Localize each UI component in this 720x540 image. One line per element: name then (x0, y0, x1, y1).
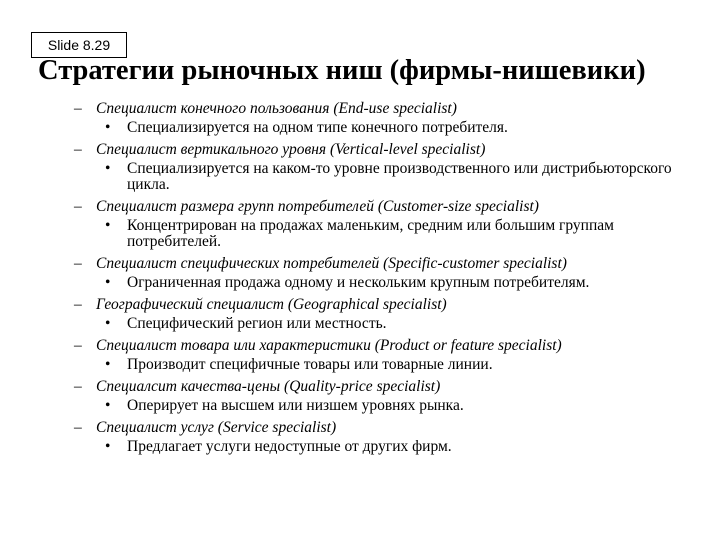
strategy-list (74, 100, 694, 455)
bullet-marker: • (105, 217, 111, 234)
strategy-detail (105, 118, 694, 136)
bullet-marker: • (105, 119, 111, 136)
strategy-detail (105, 273, 694, 291)
strategy-title: Специалист конечного пользования (End-use specialist) (96, 100, 457, 117)
strategy-item-specific-customer (74, 255, 694, 291)
bullet-marker: • (105, 438, 111, 455)
strategy-detail-text: Специализируется на одном типе конечного потребителя. (127, 119, 508, 136)
dash-marker: – (74, 337, 82, 354)
slide-number-badge: Slide 8.29 (31, 32, 127, 58)
strategy-detail (105, 396, 694, 414)
bullet-marker: • (105, 160, 111, 177)
dash-marker: – (74, 198, 82, 215)
strategy-item-vertical-level (74, 141, 694, 193)
strategy-detail (105, 437, 694, 455)
strategy-detail-text: Специализируется на каком-то уровне производственного или дистрибьюторского цикла. (127, 160, 672, 193)
strategy-detail (105, 159, 694, 193)
dash-marker: – (74, 255, 82, 272)
strategy-title: Специалист вертикального уровня (Vertical-level specialist) (96, 141, 486, 158)
strategy-item-geographical (74, 296, 694, 332)
strategy-item-end-use (74, 100, 694, 136)
strategy-detail-text: Оперирует на высшем или низшем уровнях рынка. (127, 397, 464, 414)
strategy-item-customer-size (74, 198, 694, 250)
strategy-title: Специалист специфических потребителей (Specific-customer specialist) (96, 255, 567, 272)
strategy-title: Географический специалист (Geographical specialist) (96, 296, 447, 313)
strategy-title: Специалист услуг (Service specialist) (96, 419, 337, 436)
strategy-title: Специалист товара или характеристики (Product or feature specialist) (96, 337, 562, 354)
strategy-detail-text: Предлагает услуги недоступные от других фирм. (127, 438, 452, 455)
strategy-detail (105, 355, 694, 373)
dash-marker: – (74, 419, 82, 436)
dash-marker: – (74, 141, 82, 158)
slide-title: Стратегии рыночных ниш (фирмы-нишевики) (38, 55, 646, 86)
strategy-detail-text: Производит специфичные товары или товарные линии. (127, 356, 493, 373)
strategy-item-product-feature (74, 337, 694, 373)
strategy-detail-text: Специфический регион или местность. (127, 315, 387, 332)
strategy-title: Специалсит качества-цены (Quality-price specialist) (96, 378, 441, 395)
strategy-detail-text: Концентрирован на продажах маленьким, средним или большим группам потребителей. (127, 217, 614, 250)
strategy-detail-text: Ограниченная продажа одному и нескольким крупным потребителям. (127, 274, 590, 291)
dash-marker: – (74, 378, 82, 395)
dash-marker: – (74, 100, 82, 117)
bullet-marker: • (105, 397, 111, 414)
strategy-item-quality-price (74, 378, 694, 414)
bullet-marker: • (105, 356, 111, 373)
bullet-marker: • (105, 315, 111, 332)
strategy-item-service (74, 419, 694, 455)
strategy-title: Специалист размера групп потребителей (Customer-size specialist) (96, 198, 539, 215)
dash-marker: – (74, 296, 82, 313)
bullet-marker: • (105, 274, 111, 291)
strategy-detail (105, 314, 694, 332)
strategy-detail (105, 216, 694, 250)
